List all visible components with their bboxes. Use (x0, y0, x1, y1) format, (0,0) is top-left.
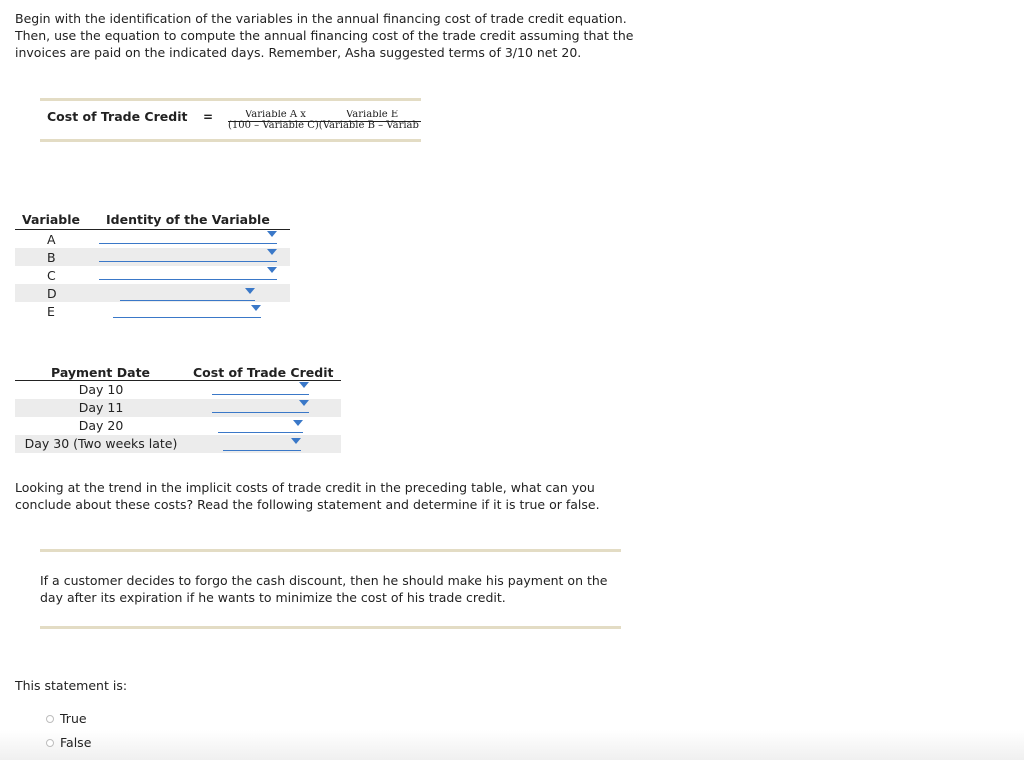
cost-dropdown-day-30[interactable] (223, 437, 301, 451)
cost-dropdown-day-11[interactable] (212, 399, 309, 413)
variable-letter: A (47, 232, 56, 247)
chevron-down-icon (299, 400, 309, 406)
formula-denominator: (100 – Variable C)(Variable B – Variab (228, 120, 419, 131)
header-variable: Variable (22, 212, 81, 227)
statement-line: If a customer decides to forgo the cash discount, then he should make his payment on the (40, 573, 608, 588)
formula-fraction (228, 110, 421, 132)
payment-row-day-10 (15, 381, 341, 399)
footer-fade (0, 730, 1024, 760)
chevron-down-icon (251, 305, 261, 311)
identity-dropdown-b[interactable] (99, 248, 277, 262)
variable-table-header (15, 212, 290, 230)
variable-letter: C (47, 268, 56, 283)
payment-date: Day 11 (78, 400, 124, 415)
intro-text (15, 10, 655, 61)
radio-button-false[interactable] (46, 739, 54, 747)
payment-table-header (15, 365, 341, 381)
identity-dropdown-c[interactable] (99, 266, 277, 280)
payment-row-day-20 (15, 417, 341, 435)
statement-text (40, 572, 630, 606)
identity-dropdown-d[interactable] (120, 287, 255, 301)
intro-line: Begin with the identification of the variables in the annual financing cost of trade credit equation. (15, 11, 627, 26)
question-line: conclude about these costs? Read the following statement and determine if it is true or false. (15, 497, 600, 512)
variable-row-c (15, 266, 290, 284)
variable-row-e (15, 302, 290, 320)
variable-letter: E (47, 304, 55, 319)
cost-dropdown-day-20[interactable] (218, 419, 303, 433)
chevron-down-icon (267, 231, 277, 237)
formula-equals: = (203, 110, 214, 124)
intro-line: Then, use the equation to compute the annual financing cost of the trade credit assuming that the (15, 28, 634, 43)
header-cost: Cost of Trade Credit (193, 365, 334, 380)
question-line: Looking at the trend in the implicit costs of trade credit in the preceding table, what can you (15, 480, 595, 495)
payment-row-day-30 (15, 435, 341, 453)
intro-line: invoices are paid on the indicated days. Remember, Asha suggested terms of 3/10 net 20. (15, 45, 582, 60)
option-label-false: False (60, 735, 92, 750)
header-identity: Identity of the Variable (106, 212, 270, 227)
variable-letter: D (47, 286, 57, 301)
identity-dropdown-a[interactable] (99, 230, 277, 244)
answer-prompt: This statement is: (15, 678, 128, 693)
cost-dropdown-day-10[interactable] (212, 381, 309, 395)
formula-numerator-a: Variable A x (245, 110, 306, 120)
chevron-down-icon (299, 382, 309, 388)
payment-date: Day 20 (78, 418, 124, 433)
variable-row-d (15, 284, 290, 302)
payment-date: Day 10 (78, 382, 124, 397)
question-text (15, 479, 635, 513)
variable-letter: B (47, 250, 56, 265)
formula-numerator-b: Variable E (346, 110, 399, 120)
variable-row-a (15, 230, 290, 248)
variable-row-b (15, 248, 290, 266)
radio-button-true[interactable] (46, 715, 54, 723)
header-payment-date: Payment Date (51, 365, 151, 380)
payment-row-day-11 (15, 399, 341, 417)
formula-label: Cost of Trade Credit (47, 109, 188, 124)
payment-date: Day 30 (Two weeks late) (24, 436, 178, 451)
option-label-true: True (60, 711, 87, 726)
chevron-down-icon (293, 420, 303, 426)
chevron-down-icon (291, 438, 301, 444)
chevron-down-icon (267, 249, 277, 255)
chevron-down-icon (245, 288, 255, 294)
chevron-down-icon (267, 267, 277, 273)
statement-line: day after its expiration if he wants to minimize the cost of his trade credit. (40, 590, 506, 605)
identity-dropdown-e[interactable] (113, 304, 261, 318)
